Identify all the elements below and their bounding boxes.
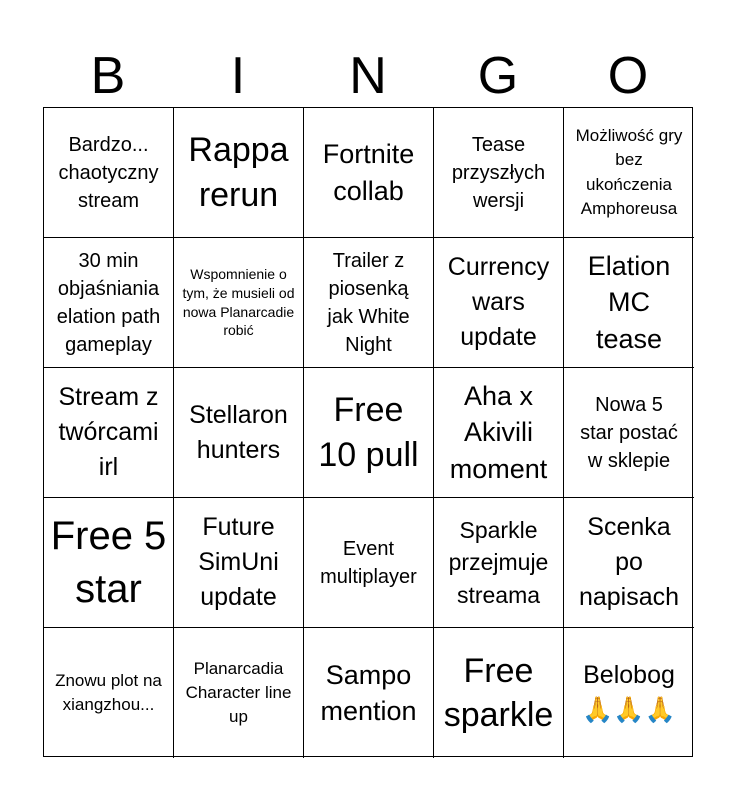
bingo-cell[interactable] bbox=[174, 498, 304, 628]
cell-text: Belobog 🙏🙏🙏 bbox=[582, 661, 676, 724]
header-letter-b: B bbox=[90, 47, 126, 105]
header-letter-i: I bbox=[230, 47, 246, 105]
cell-text: Free 5 star bbox=[50, 513, 167, 611]
cell-text: Znowu plot na xiangzhou... bbox=[55, 670, 162, 714]
bingo-cell[interactable] bbox=[44, 108, 174, 238]
bingo-cell[interactable] bbox=[564, 108, 694, 238]
header-letter-g: G bbox=[477, 47, 519, 105]
bingo-cell[interactable] bbox=[44, 368, 174, 498]
cell-text: Tease przyszłych wersji bbox=[451, 133, 546, 212]
bingo-cell[interactable] bbox=[44, 628, 174, 758]
bingo-cell[interactable] bbox=[564, 628, 694, 758]
bingo-cell[interactable] bbox=[174, 368, 304, 498]
bingo-cell[interactable] bbox=[174, 628, 304, 758]
cell-text: Stellaron hunters bbox=[189, 400, 288, 464]
bingo-board bbox=[43, 107, 693, 757]
cell-text: Aha x Akivili moment bbox=[449, 380, 548, 484]
bingo-cell[interactable] bbox=[434, 498, 564, 628]
bingo-cell[interactable] bbox=[434, 108, 564, 238]
cell-text: Wspomnienie o tym, że musieli od nowa Planarcadie robić bbox=[182, 265, 295, 339]
cell-text: Currency wars update bbox=[447, 253, 550, 351]
bingo-cell[interactable] bbox=[434, 238, 564, 368]
cell-text: Free sparkle bbox=[443, 651, 554, 734]
cell-text: Fortnite collab bbox=[322, 139, 415, 206]
cell-text: Stream z twórcami irl bbox=[58, 383, 159, 481]
cell-text: Nowa 5 star postać w sklepie bbox=[580, 393, 678, 472]
cell-text: Planarcadia Character line up bbox=[185, 658, 292, 727]
bingo-cell[interactable] bbox=[174, 108, 304, 238]
cell-text: Future SimUni update bbox=[198, 513, 279, 611]
bingo-cell[interactable] bbox=[434, 368, 564, 498]
cell-text: Trailer z piosenką jak White Night bbox=[327, 249, 410, 356]
cell-text: Sparkle przejmuje streama bbox=[448, 517, 549, 608]
bingo-cell[interactable] bbox=[564, 368, 694, 498]
cell-text: Bardzo... chaotyczny stream bbox=[58, 133, 159, 212]
header-letter-n: N bbox=[349, 47, 387, 105]
bingo-cell[interactable] bbox=[174, 238, 304, 368]
bingo-cell[interactable] bbox=[434, 628, 564, 758]
bingo-cell[interactable] bbox=[564, 238, 694, 368]
bingo-cell[interactable] bbox=[44, 498, 174, 628]
bingo-cell[interactable] bbox=[304, 238, 434, 368]
cell-text: Sampo mention bbox=[320, 659, 417, 726]
bingo-cell[interactable] bbox=[304, 108, 434, 238]
cell-text: Scenka po napisach bbox=[578, 513, 680, 611]
bingo-cell[interactable] bbox=[304, 628, 434, 758]
cell-text: Free 10 pull bbox=[318, 391, 419, 474]
bingo-header bbox=[43, 44, 693, 108]
bingo-cell[interactable] bbox=[564, 498, 694, 628]
cell-text: Elation MC tease bbox=[587, 250, 671, 354]
bingo-cell[interactable] bbox=[304, 368, 434, 498]
cell-text: Event multiplayer bbox=[320, 537, 417, 588]
cell-text: 30 min objaśniania elation path gameplay bbox=[56, 249, 161, 356]
cell-text: Rappa rerun bbox=[188, 131, 289, 214]
cell-text: Możliwość gry bez ukończenia Amphoreusa bbox=[575, 126, 683, 218]
header-letter-o: O bbox=[607, 47, 649, 105]
bingo-cell[interactable] bbox=[44, 238, 174, 368]
bingo-cell[interactable] bbox=[304, 498, 434, 628]
